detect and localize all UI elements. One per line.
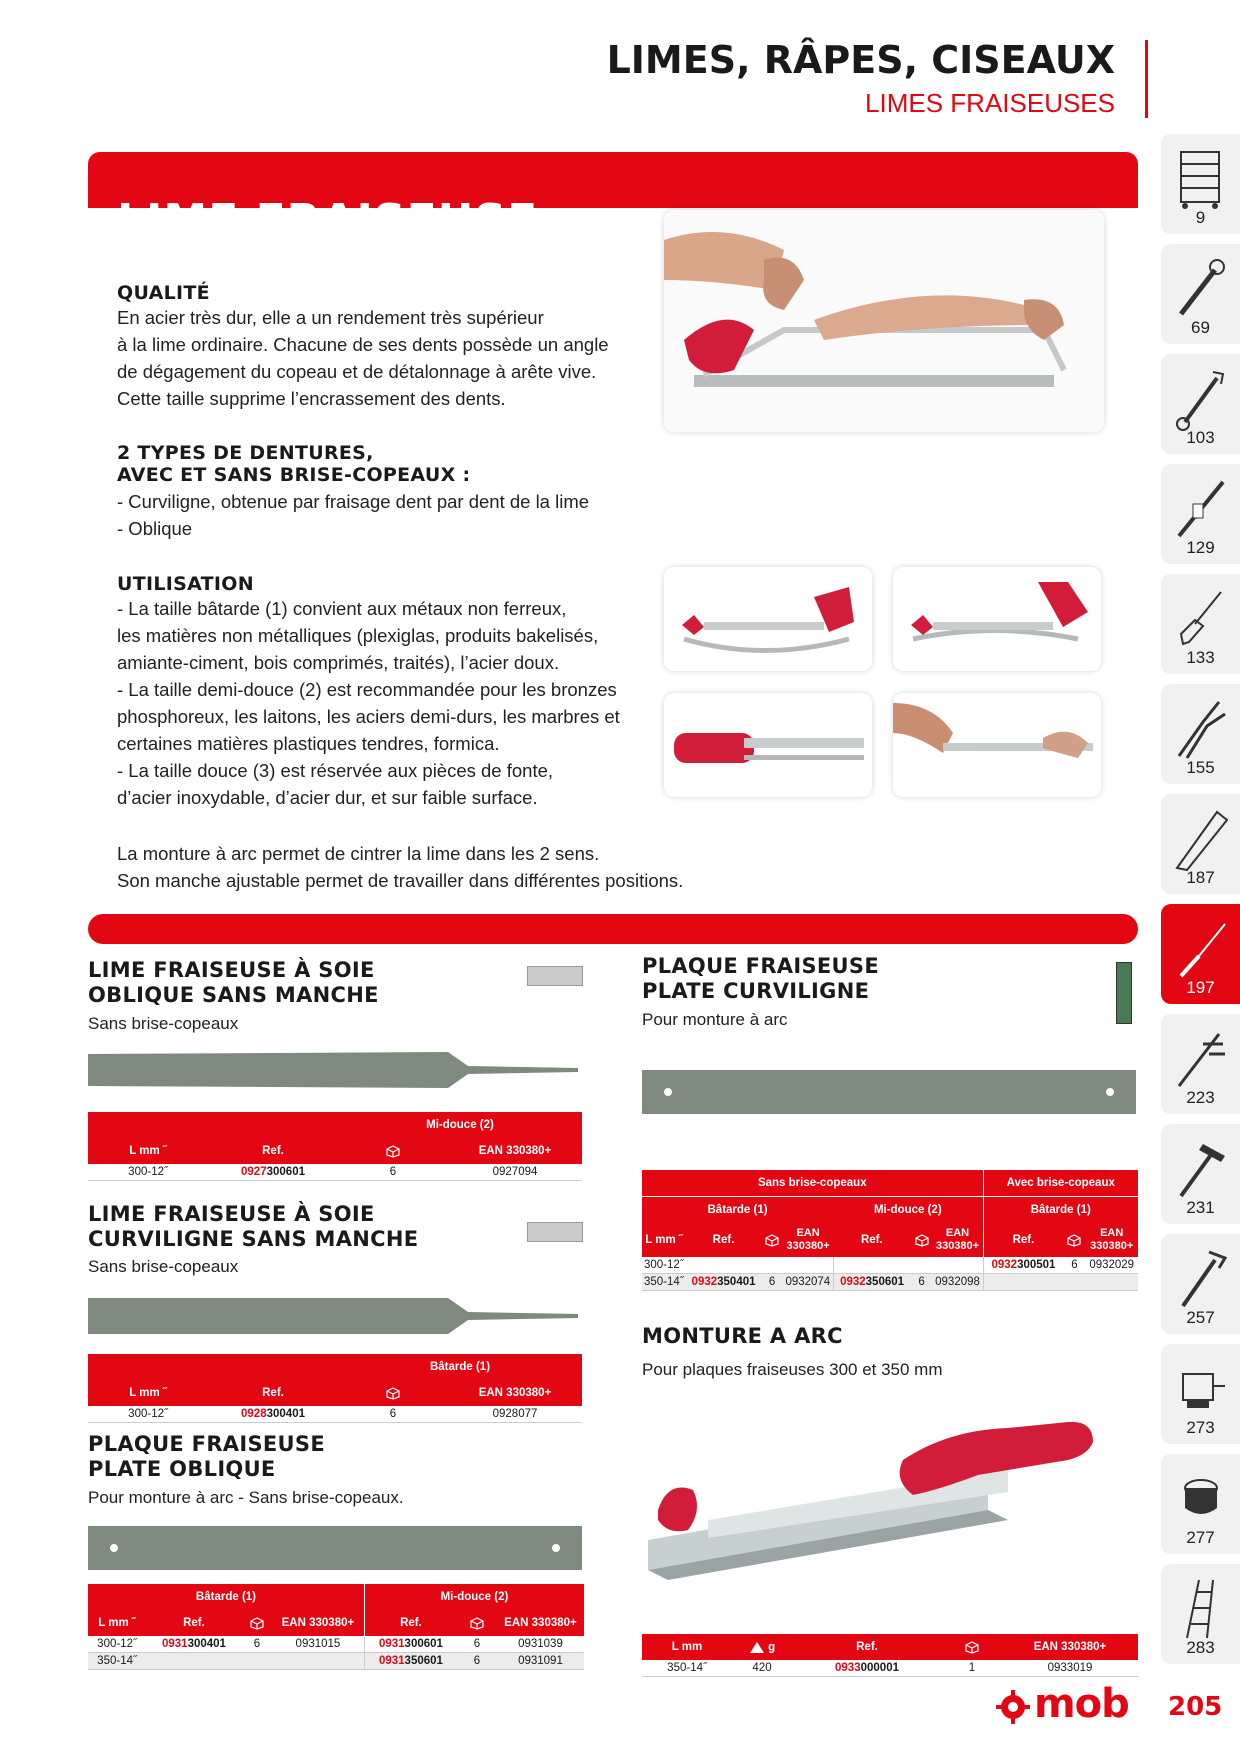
ladder-icon: [1173, 1574, 1228, 1644]
file-profile-swatch: [527, 966, 583, 986]
text-line: certaines matières plastiques tendres, formica.: [117, 733, 500, 754]
text-line: les matières non métalliques (plexiglas, produits bakelisés,: [117, 625, 599, 646]
main-photo: [664, 210, 1104, 432]
text-line: de dégagement du copeau et de détalonnage à arête vive.: [117, 361, 597, 382]
tab-number: 223: [1186, 1088, 1215, 1107]
tool-cabinet-icon: [1173, 144, 1228, 214]
sidebar-tab-277[interactable]: [1161, 1454, 1240, 1554]
group-header: Bâtarde (1): [983, 1197, 1138, 1224]
title-line: LIME FRAISEUSE À SOIE: [88, 1202, 375, 1226]
cell: 350-14˝: [88, 1653, 146, 1670]
tab-number: 155: [1186, 758, 1215, 777]
section-title: LIME FRAISEUSE: [117, 199, 539, 239]
qty-col-header: [338, 1380, 448, 1406]
file-in-use-illustration: [664, 210, 1104, 432]
title-line: PLAQUE FRAISEUSE: [88, 1432, 325, 1456]
plate-profile-swatch: [1116, 962, 1132, 1024]
utilisation-block: [117, 573, 737, 811]
qty-col-header: [911, 1223, 933, 1257]
title-line: PLATE OBLIQUE: [88, 1457, 276, 1481]
intro-text: [117, 282, 677, 412]
text-line: Son manche ajustable permet de travailler dans différentes positions.: [117, 870, 684, 891]
sidebar-tab-9[interactable]: [1161, 134, 1240, 234]
cell: [761, 1257, 783, 1274]
product-4-title: [642, 954, 879, 1004]
file-illustration: [88, 1294, 578, 1338]
cell: [1063, 1274, 1085, 1291]
col-header: L mm ˝: [88, 1138, 208, 1164]
tab-number: 69: [1191, 318, 1210, 337]
tab-number: 231: [1186, 1198, 1215, 1217]
product-2-table: [88, 1354, 582, 1423]
tab-number: 273: [1186, 1418, 1215, 1437]
cell-ref: [686, 1257, 761, 1274]
cell: 0932098: [933, 1274, 984, 1291]
col-header: Ref.: [364, 1610, 457, 1636]
table-row: [642, 1274, 1138, 1291]
text-line: La monture à arc permet de cintrer la lime dans les 2 sens.: [117, 843, 600, 864]
qty-col-header: [1063, 1223, 1085, 1257]
text-line: En acier très dur, elle a un rendement très supérieur: [117, 307, 544, 328]
cell: 6: [1063, 1257, 1085, 1274]
cell-ref: [983, 1274, 1063, 1291]
cell-ref: [833, 1257, 910, 1274]
tab-number: 197: [1186, 978, 1215, 997]
product-5-subtitle: Pour plaques fraiseuses 300 et 350 mm: [642, 1360, 943, 1379]
tab-number: 257: [1186, 1308, 1215, 1327]
cell: 6: [338, 1406, 448, 1423]
col-header: Ref.: [208, 1380, 338, 1406]
sidebar-tab-231[interactable]: [1161, 1124, 1240, 1224]
col-header: L mm ˝: [88, 1380, 208, 1406]
cell: [783, 1257, 833, 1274]
file-icon: [1173, 914, 1228, 984]
cell: 0931015: [272, 1636, 365, 1653]
cell: 300-12˝: [88, 1406, 208, 1423]
tab-number: 133: [1186, 648, 1215, 667]
hammer-icon: [1173, 1134, 1228, 1204]
group-header: Sans brise-copeaux: [642, 1170, 983, 1197]
tab-number: 103: [1186, 428, 1215, 447]
product-1-title: [88, 958, 379, 1008]
table-row: [642, 1660, 1138, 1677]
file-profile-swatch: [527, 1222, 583, 1242]
text-line: - Oblique: [117, 518, 193, 539]
group-header: Bâtarde (1): [642, 1197, 833, 1224]
text-line: - La taille bâtarde (1) convient aux métaux non ferreux,: [117, 598, 567, 619]
cell: [1085, 1274, 1138, 1291]
utilisation-heading: UTILISATION: [117, 573, 254, 595]
cell-ref: 0927300601: [208, 1164, 338, 1181]
col-header: EAN 330380+: [448, 1138, 582, 1164]
cell: 6: [911, 1274, 933, 1291]
col-header: Ref.: [833, 1223, 910, 1257]
cell-ref: 0931300401: [146, 1636, 242, 1653]
sidebar-tab-223[interactable]: [1161, 1014, 1240, 1114]
cell: [272, 1653, 365, 1670]
photo-frame-2: [893, 567, 1101, 671]
group-header: Avec brise-copeaux: [983, 1170, 1138, 1197]
group-header: Bâtarde (1): [338, 1354, 582, 1380]
pipe-wrench-icon: [1173, 1244, 1228, 1314]
weight-col-header: g: [732, 1634, 792, 1660]
cell-ref: 0932350601: [833, 1274, 910, 1291]
cell: 0932029: [1085, 1257, 1138, 1274]
box-icon: [470, 1617, 484, 1630]
cell: 420: [732, 1660, 792, 1677]
sidebar-tab-129[interactable]: [1161, 464, 1240, 564]
sidebar-tab-103[interactable]: [1161, 354, 1240, 454]
text-line: - Curviligne, obtenue par fraisage dent par dent de la lime: [117, 491, 590, 512]
cell: [933, 1257, 984, 1274]
cell: 300-12˝: [88, 1164, 208, 1181]
group-header: Bâtarde (1): [88, 1584, 364, 1610]
cell: 0927094: [448, 1164, 582, 1181]
col-header: Ref.: [146, 1610, 242, 1636]
table-row: [642, 1257, 1138, 1274]
frame-illustration: [664, 567, 872, 671]
group-header: Mi-douce (2): [833, 1197, 983, 1224]
cell: 6: [338, 1164, 448, 1181]
page-category-title: LIMES, RÂPES, CISEAUX: [606, 38, 1115, 82]
sidebar-tab-197[interactable]: [1161, 904, 1240, 1004]
product-2-title: [88, 1202, 418, 1252]
col-header: EAN 330380+: [1085, 1223, 1138, 1257]
sidebar-tab-187[interactable]: [1161, 794, 1240, 894]
ratchet-icon: [1173, 254, 1228, 324]
torque-wrench-icon: [1173, 474, 1228, 544]
sidebar-tab-155[interactable]: [1161, 684, 1240, 784]
arc-frame-illustration: [648, 1420, 1138, 1610]
brand-wordmark: mob: [1034, 1681, 1129, 1727]
title-line: LIME FRAISEUSE À SOIE: [88, 958, 375, 982]
cell: 0931091: [497, 1653, 584, 1670]
group-header: Mi-douce (2): [364, 1584, 584, 1610]
table-row: [88, 1406, 582, 1423]
product-3-table: [88, 1584, 584, 1670]
cell: 300-12˝: [88, 1636, 146, 1653]
cell: 0931039: [497, 1636, 584, 1653]
text-line: Cette taille supprime l’encrassement des dents.: [117, 388, 506, 409]
brand-logo: [996, 1681, 1138, 1727]
header-divider: [1145, 40, 1148, 118]
cell-ref: 0931300601: [364, 1636, 457, 1653]
cell: 350-14˝: [642, 1660, 732, 1677]
product-4-subtitle: Pour monture à arc: [642, 1010, 788, 1029]
product-5-title: MONTURE A ARC: [642, 1324, 843, 1348]
photo-frame-1: [664, 567, 872, 671]
cell: 6: [457, 1653, 497, 1670]
cell: 0933019: [1002, 1660, 1138, 1677]
wrench-icon: [1173, 364, 1228, 434]
file-illustration: [88, 1048, 578, 1092]
box-icon: [765, 1234, 779, 1247]
sidebar-tab-257[interactable]: [1161, 1234, 1240, 1334]
col-header: EAN 330380+: [933, 1223, 984, 1257]
qty-col-header: [338, 1138, 448, 1164]
plate-illustration: [88, 1524, 584, 1572]
cell: [911, 1257, 933, 1274]
cell: 6: [457, 1636, 497, 1653]
col-header: L mm ˝: [88, 1610, 146, 1636]
table-row: [88, 1636, 584, 1653]
frame-illustration: [664, 693, 872, 797]
product-4-table: [642, 1170, 1138, 1291]
vise-icon: [1173, 1354, 1228, 1424]
dentures-heading-2: AVEC ET SANS BRISE-COPEAUX :: [117, 464, 471, 486]
sidebar-tab-273[interactable]: [1161, 1344, 1240, 1444]
product-3-subtitle: Pour monture à arc - Sans brise-copeaux.: [88, 1488, 404, 1507]
title-line: PLATE CURVILIGNE: [642, 979, 870, 1003]
col-header: EAN 330380+: [497, 1610, 584, 1636]
cell: 350-14˝: [642, 1274, 686, 1291]
group-header: Mi-douce (2): [338, 1112, 582, 1138]
box-icon: [386, 1145, 400, 1158]
text-line: amiante-ciment, bois comprimés, traités), l’acier doux.: [117, 652, 560, 673]
box-icon: [250, 1617, 264, 1630]
title-line: PLAQUE FRAISEUSE: [642, 954, 879, 978]
hands-illustration: [893, 693, 1101, 797]
saw-icon: [1173, 804, 1228, 874]
cell: 1: [942, 1660, 1002, 1677]
col-header: EAN 330380+: [448, 1380, 582, 1406]
plate-illustration: [642, 1068, 1138, 1116]
product-2-subtitle: Sans brise-copeaux: [88, 1257, 239, 1276]
dentures-heading: 2 TYPES DE DENTURES,: [117, 442, 374, 464]
cell-ref: 0932300501: [983, 1257, 1063, 1274]
box-icon: [386, 1387, 400, 1400]
cell: 300-12˝: [642, 1257, 686, 1274]
col-header: Ref.: [686, 1223, 761, 1257]
cell: 0928077: [448, 1406, 582, 1423]
title-line: CURVILIGNE SANS MANCHE: [88, 1227, 419, 1251]
col-header: L mm: [642, 1634, 732, 1660]
qty-col-header: [942, 1634, 1002, 1660]
qty-col-header: [761, 1223, 783, 1257]
text-line: - La taille douce (3) est réservée aux pièces de fonte,: [117, 760, 554, 781]
col-header: EAN 330380+: [1002, 1634, 1138, 1660]
product-1-table: [88, 1112, 582, 1181]
sidebar-tab-69[interactable]: [1161, 244, 1240, 344]
col-header: Ref.: [983, 1223, 1063, 1257]
product-3-title: [88, 1432, 325, 1482]
qualite-heading: QUALITÉ: [117, 282, 210, 304]
box-icon: [965, 1641, 979, 1654]
product-1-subtitle: Sans brise-copeaux: [88, 1014, 239, 1033]
photo-frame-4: [893, 693, 1101, 797]
col-header: EAN 330380+: [272, 1610, 365, 1636]
sidebar-tab-133[interactable]: [1161, 574, 1240, 674]
col-header: Ref.: [792, 1634, 942, 1660]
cell: 6: [242, 1636, 272, 1653]
tab-number: 283: [1186, 1638, 1215, 1657]
cell-ref: 0928300401: [208, 1406, 338, 1423]
dentures-block: [117, 442, 717, 542]
qualite-text: [117, 304, 677, 412]
cell-ref: 0931350601: [364, 1653, 457, 1670]
weight-icon: [749, 1641, 765, 1654]
text-line: - La taille demi-douce (2) est recommandée pour les bronzes: [117, 679, 617, 700]
page-subcategory-title: LIMES FRAISEUSES: [865, 88, 1115, 118]
hole-saw-icon: [1173, 1464, 1228, 1534]
qty-col-header: [242, 1610, 272, 1636]
box-icon: [915, 1234, 929, 1247]
tab-number: 9: [1195, 208, 1206, 227]
pliers-icon: [1173, 694, 1228, 764]
products-divider: [88, 914, 1138, 944]
cell: 0932074: [783, 1274, 833, 1291]
cell: 6: [761, 1274, 783, 1291]
table-row: [88, 1653, 584, 1670]
screwdriver-icon: [1173, 584, 1228, 654]
tab-number: 129: [1186, 538, 1215, 557]
cell-ref: [146, 1653, 242, 1670]
page-number: 205: [1168, 1692, 1223, 1722]
box-icon: [1067, 1234, 1081, 1247]
cell-ref: 0932350401: [686, 1274, 761, 1291]
text-line: d’acier inoxydable, d’acier dur, et sur faible surface.: [117, 787, 538, 808]
sidebar-tab-283[interactable]: [1161, 1564, 1240, 1664]
table-row: [88, 1164, 582, 1181]
product-5-table: [642, 1634, 1138, 1677]
tab-number: 277: [1186, 1528, 1215, 1547]
col-header: L mm ˝: [642, 1223, 686, 1257]
tab-number: 187: [1186, 868, 1215, 887]
cell-ref: 0933000001: [792, 1660, 942, 1677]
photo-frame-3: [664, 693, 872, 797]
caliper-icon: [1173, 1024, 1228, 1094]
text-line: phosphoreux, les laitons, les aciers demi-durs, les marbres et: [117, 706, 620, 727]
col-header: EAN 330380+: [783, 1223, 833, 1257]
col-header: Ref.: [208, 1138, 338, 1164]
qty-col-header: [457, 1610, 497, 1636]
text-line: à la lime ordinaire. Chacune de ses dents possède un angle: [117, 334, 609, 355]
title-line: OBLIQUE SANS MANCHE: [88, 983, 379, 1007]
frame-illustration: [893, 567, 1101, 671]
monture-text: [117, 840, 837, 894]
cell: [242, 1653, 272, 1670]
